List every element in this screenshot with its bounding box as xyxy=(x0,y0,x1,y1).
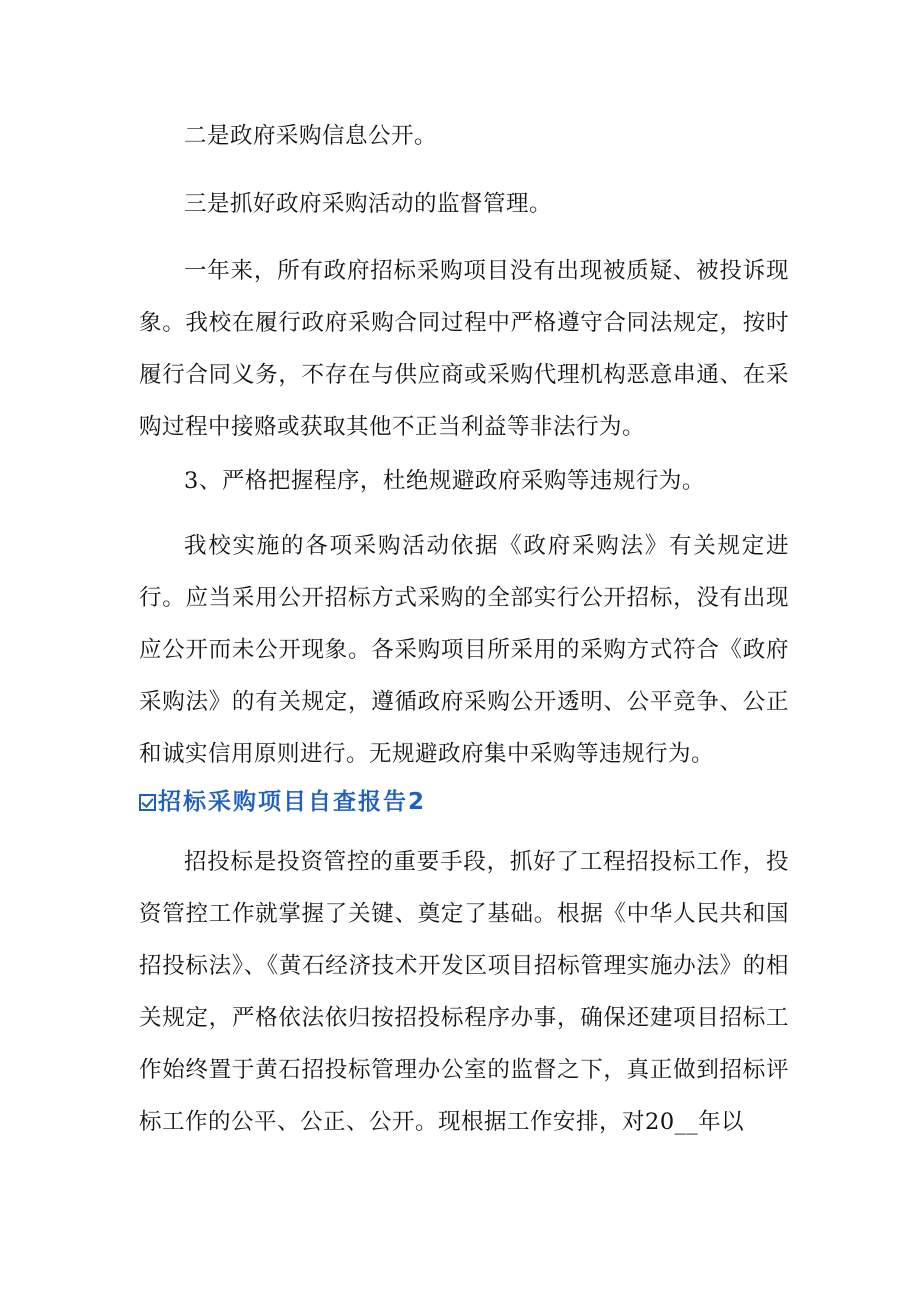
paragraph-5: 我校实施的各项采购活动依据《政府采购法》有关规定进行。应当采用公开招标方式采购的全部实行公开招标，没有出现应公开而未公开现象。各采购项目所采用的采购方式符合《政府采购法》的有关规定，遵循政府采购公开透明、公平竞争、公正和诚实信用原则进行。无规避政府集中采购等违规行为。 xyxy=(139,533,789,767)
section-heading-text: 招标采购项目自查报告2 xyxy=(158,789,427,815)
paragraph-2: 三是抓好政府采购活动的监督管理。 xyxy=(184,191,553,217)
checkbox-icon xyxy=(139,794,156,811)
section-heading xyxy=(139,780,426,824)
paragraph-1: 二是政府采购信息公开。 xyxy=(184,123,438,149)
paragraph-6: 招投标是投资管控的重要手段，抓好了工程招投标工作，投资管控工作就掌握了关键、奠定了基础。根据《中华人民共和国招投标法》、《黄石经济技术开发区项目招标管理实施办法》的相关规定，严格依法依归按招投标程序办事，确保还建项目招标工作始终置于黄石招投标管理办公室的监督之下，真正做到招标评标工作的公平、公正、公开。现根据工作安排，对20__年以 xyxy=(139,849,789,1135)
paragraph-3: 一年来，所有政府招标采购项目没有出现被质疑、被投诉现象。我校在履行政府采购合同过程中严格遵守合同法规定，按时履行合同义务，不存在与供应商或采购代理机构恶意串通、在采购过程中接赂或获取其他不正当利益等非法行为。 xyxy=(139,258,789,440)
paragraph-4: 3、严格把握程序，杜绝规避政府采购等违规行为。 xyxy=(184,468,705,494)
